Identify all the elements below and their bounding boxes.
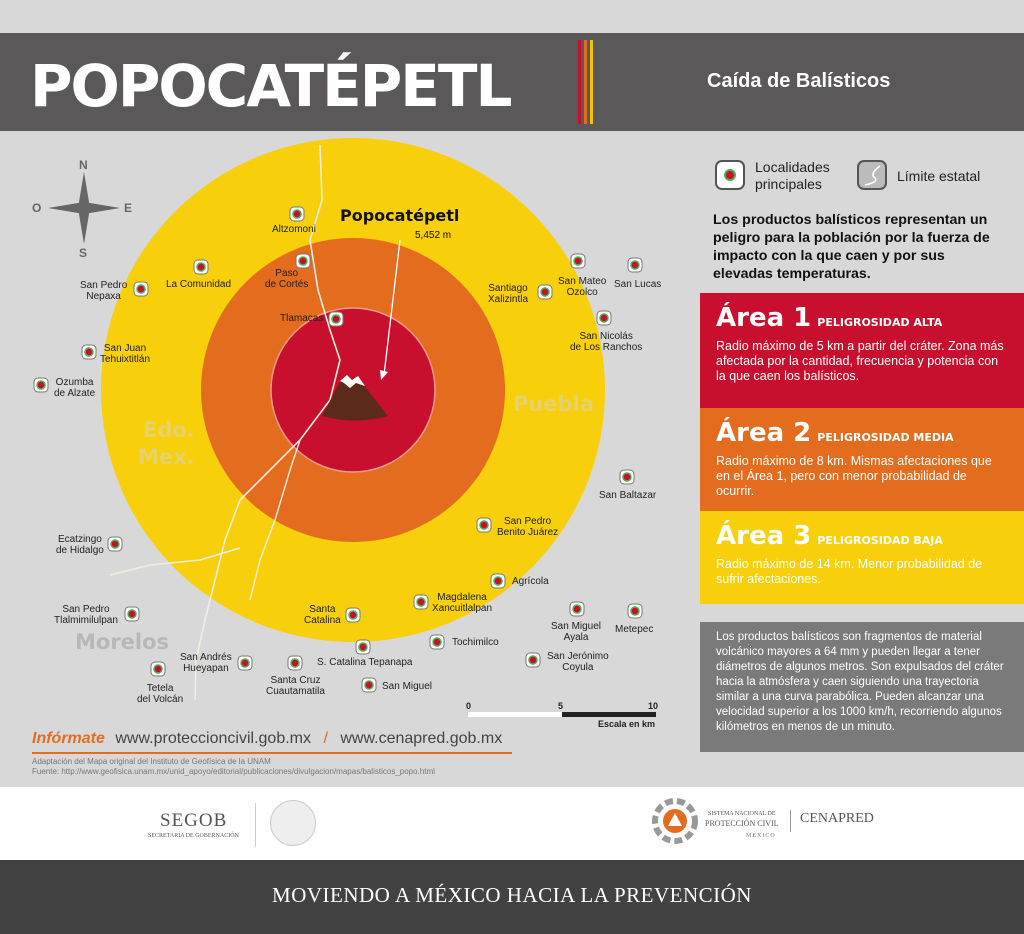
region-puebla: Puebla <box>513 392 594 416</box>
locality-label: Paso de Cortés <box>265 268 309 290</box>
svg-text:N: N <box>79 158 88 172</box>
locality-label: San Juan Tehuixtitlán <box>100 343 151 365</box>
segob-subtitle: SECRETARÍA DE GOBERNACIÓN <box>148 833 239 839</box>
svg-text:S: S <box>79 246 88 260</box>
locality-marker-icon <box>34 378 48 392</box>
links-line <box>32 730 502 748</box>
stripe-orange <box>584 40 587 124</box>
locality-marker-icon <box>362 678 376 692</box>
locality-marker-icon <box>82 345 96 359</box>
locality-marker-icon <box>356 640 370 654</box>
svg-text:Escala en km: Escala en km <box>598 719 656 729</box>
intro-text: Los productos balísticos representan un peligro para la población por la fuerza de impacto con la que caen y por sus elevadas temperaturas. <box>713 212 990 282</box>
locality-label: Tlamacas <box>280 313 324 324</box>
stripe-yellow <box>590 40 593 124</box>
legend-state-limit: Límite estatal <box>897 168 981 184</box>
locality-label: San Miguel <box>382 681 433 692</box>
locality-marker-icon <box>597 311 611 325</box>
cenapred-logo: CENAPRED <box>800 811 874 826</box>
source-note: Adaptación del Mapa original del Instituto de Geofísica de la UNAM Fuente: http://www.geofisica.unam.mx/unid_apoyo/editorial/publicaciones/divulgacion/mapas/balisticos_popo.html <box>32 757 435 776</box>
mexico-label: MÉXICO <box>746 833 776 839</box>
locality-label: Tochimilco <box>452 637 499 648</box>
proteccion-civil-icon <box>652 798 698 844</box>
locality-label: S. Catalina Tepanapa <box>317 657 413 668</box>
top-strip <box>0 0 1024 33</box>
locality-marker-icon <box>414 595 428 609</box>
locality-marker-icon <box>194 260 208 274</box>
svg-text:O: O <box>32 201 42 215</box>
sinaproc-logo: SISTEMA NACIONAL DE PROTECCIÓN CIVIL <box>705 811 779 828</box>
page-title: POPOCATÉPETL <box>30 52 511 120</box>
locality-legend-icon <box>715 160 745 190</box>
compass-icon <box>32 158 132 260</box>
locality-label: San Mateo Ozolco <box>558 276 607 298</box>
locality-label: San Lucas <box>614 279 662 290</box>
link-separator: / <box>323 730 328 747</box>
locality-label: San Pedro Benito Juárez <box>497 516 559 538</box>
national-seal-icon <box>270 800 316 846</box>
locality-label: La Comunidad <box>166 279 232 290</box>
link-cenapred[interactable]: www.cenapred.gob.mx <box>340 730 503 747</box>
locality-label: San Pedro Nepaxa <box>80 280 128 302</box>
informate-label: Infórmate <box>32 730 105 747</box>
locality-marker-icon <box>296 254 310 268</box>
area-2-box: Área 2 PELIGROSIDAD MEDIA Radio máximo de 8 km. Mismas afectaciones que en el Área 1, pero con menor probabilidad de ocurrir. <box>700 408 1024 511</box>
locality-label: Ecatzingo de Hidalgo <box>56 534 104 556</box>
area-3-box: Área 3 PELIGROSIDAD BAJA Radio máximo de 14 km. Menor probabilidad de sufrir afectaciones. <box>700 511 1024 604</box>
locality-label: San Jerónimo Coyula <box>547 651 609 673</box>
locality-marker-icon <box>290 207 304 221</box>
locality-marker-icon <box>571 254 585 268</box>
locality-label: Agrícola <box>512 576 549 587</box>
locality-marker-icon <box>628 604 642 618</box>
svg-text:0: 0 <box>466 701 472 711</box>
locality-marker-icon <box>238 656 252 670</box>
legend-localities: Localidades principales <box>755 159 830 192</box>
locality-marker-icon <box>570 602 584 616</box>
link-proteccioncivil[interactable]: www.proteccioncivil.gob.mx <box>115 730 311 747</box>
locality-marker-icon <box>125 607 139 621</box>
locality-marker-icon <box>628 258 642 272</box>
logo-divider <box>255 803 256 847</box>
locality-marker-icon <box>329 312 343 326</box>
locality-label: San Nicolás de Los Ranchos <box>570 331 643 353</box>
links-underline <box>32 752 512 754</box>
locality-label: Magdalena Xancuitlalpan <box>432 592 493 614</box>
info-box: Los productos balísticos son fragmentos de material volcánico mayores a 64 mm y pueden llegar a tener diámetros de algunos metros. Son expulsados del cráter hacia la atmósfera y caen siguiendo una trayectoria similar a una curva parabólica. Pueden alcanzar una velocidad superior a los 1000 km/h, recorriendo algunos kilómetros en menos de un minuto. <box>700 622 1024 752</box>
state-limit-legend-icon <box>857 160 887 190</box>
locality-label: Santiago Xalizintla <box>488 283 529 305</box>
locality-label: Altzomoni <box>272 224 316 235</box>
stripe-red <box>578 40 581 124</box>
svg-text:10: 10 <box>648 701 659 711</box>
locality-marker-icon <box>620 470 634 484</box>
locality-label: San Andrés Hueyapan <box>180 652 232 674</box>
locality-marker-icon <box>491 574 505 588</box>
locality-label: Tetela del Volcán <box>137 683 184 705</box>
locality-label: San Miguel Ayala <box>551 621 602 643</box>
region-edomex-line1: Edo. <box>143 418 195 442</box>
locality-marker-icon <box>538 285 552 299</box>
slogan-footer: MOVIENDO A MÉXICO HACIA LA PREVENCIÓN <box>0 860 1024 934</box>
locality-marker-icon <box>134 282 148 296</box>
locality-label: Ozumba de Alzate <box>54 377 96 399</box>
locality-marker-icon <box>151 662 165 676</box>
locality-label: San Pedro Tlalmimilulpan <box>54 604 118 626</box>
locality-label: Santa Cruz Cuautamatila <box>266 675 325 697</box>
svg-text:E: E <box>124 201 133 215</box>
locality-label: Santa Catalina <box>304 604 341 626</box>
locality-marker-icon <box>346 608 360 622</box>
logo-divider-2 <box>790 810 791 832</box>
locality-marker-icon <box>108 537 122 551</box>
segob-logo: SEGOB <box>160 810 228 831</box>
locality-marker-icon <box>526 653 540 667</box>
scale-bar <box>466 701 658 729</box>
locality-marker-icon <box>477 518 491 532</box>
svg-text:5: 5 <box>558 701 564 711</box>
locality-label: San Baltazar <box>599 490 657 501</box>
volcano-elevation: 5,452 m <box>415 230 452 241</box>
region-morelos: Morelos <box>75 630 170 654</box>
region-edomex-line2: Mex. <box>138 445 195 469</box>
locality-marker-icon <box>288 656 302 670</box>
locality-label: Metepec <box>615 624 654 635</box>
volcano-name: Popocatépetl <box>340 206 460 225</box>
page-subtitle: Caída de Balísticos <box>707 70 891 92</box>
locality-marker-icon <box>430 635 444 649</box>
area-1-box: Área 1 PELIGROSIDAD ALTA Radio máximo de 5 km a partir del cráter. Zona más afectada por la cantidad, frecuencia y potencia con la que caen los balísticos. <box>700 293 1024 408</box>
